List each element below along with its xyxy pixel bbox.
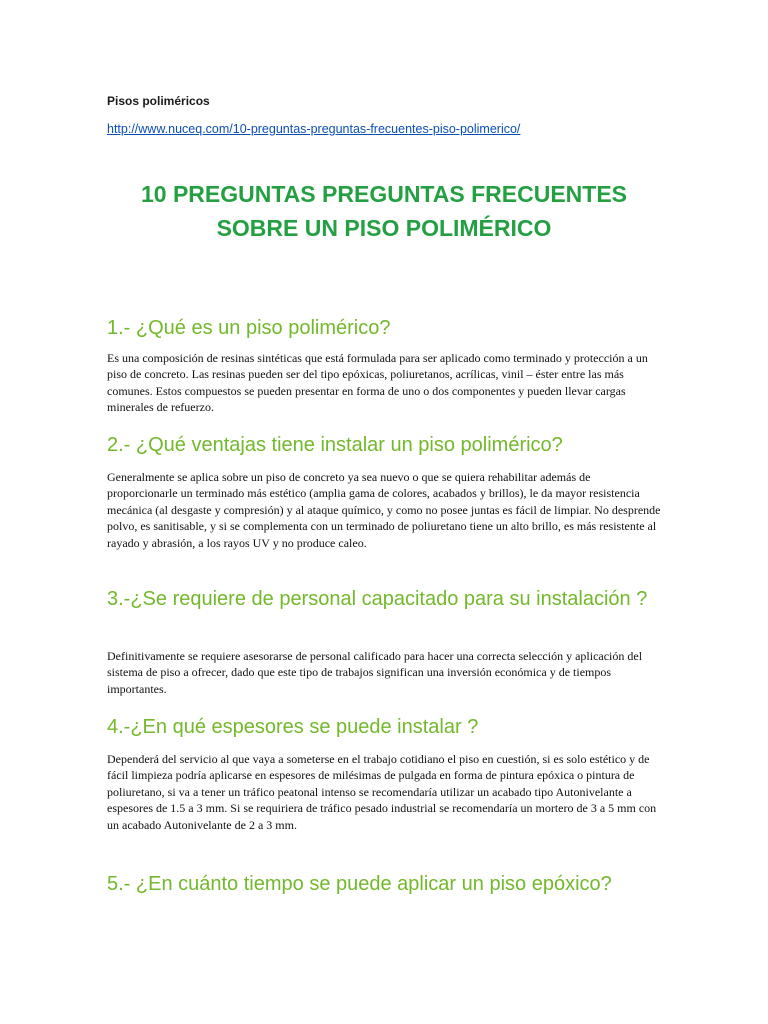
source-link[interactable]: http://www.nuceq.com/10-preguntas-preguntas-frecuentes-piso-polimerico/ — [107, 122, 521, 136]
section-2-heading: 2.- ¿Qué ventajas tiene instalar un piso polimérico? — [107, 434, 563, 456]
section-3-body: Definitivamente se requiere asesorarse de personal calificado para hacer una correcta selección y aplicación del sistema de piso a ofrecer, dado que este tipo de trabajos significan una inversión económica y de tiempos importantes. — [107, 649, 643, 696]
section-2-body: Generalmente se aplica sobre un piso de concreto ya sea nuevo o que se quiera rehabilitar además de proporcionarle un terminado más estético (amplia gama de colores, acabados y brillos), le da mayor resistencia mecánica (al desgaste y compresión) y al ataque químico, y como no posee juntas es fácil de limpiar. No desprende polvo, es sanitisable, y si se complementa con un terminado de poliuretano tiene un alto brillo, es más resistente al rayado y abrasión, a los rayos UV y no produce caleo. — [107, 470, 661, 550]
section-4-body: Dependerá del servicio al que vaya a someterse en el trabajo cotidiano el piso en cuestión, si es solo estético y de fácil limpieza podría aplicarse en espesores de milésimas de pulgada en forma de pintura epóxica o pintura de poliuretano, si va a tener un tráfico peatonal intenso se recomendaría utilizar un acabado tipo Autonivelante a espesores de 1.5 a 3 mm. Si se requiriera de tráfico pesado industrial se recomendaría un mortero de 3 a 5 mm con un acabado Autonivelante de 2 a 3 mm. — [107, 752, 657, 832]
section-5-heading: 5.- ¿En cuánto tiempo se puede aplicar un piso epóxico? — [107, 873, 612, 895]
main-title-line-1: 10 PREGUNTAS PREGUNTAS FRECUENTES — [140, 181, 628, 207]
section-4-heading: 4.-¿En qué espesores se puede instalar ? — [107, 716, 479, 738]
document-label: Pisos poliméricos — [107, 94, 210, 108]
section-1-body: Es una composición de resinas sintéticas que está formulada para ser aplicado como terminado y protección a un piso de concreto. Las resinas pueden ser del tipo epóxicas, poliuretanos, acrílicas, vinil – éster entre las más comunes. Estos compuestos se pueden presentar en forma de uno o dos componentes y pueden llevar cargas minerales de refuerzo. — [107, 351, 648, 415]
section-1-heading: 1.- ¿Qué es un piso polimérico? — [107, 317, 391, 339]
section-3-heading: 3.-¿Se requiere de personal capacitado para su instalación ? — [107, 588, 648, 610]
main-title-line-2: SOBRE UN PISO POLIMÉRICO — [216, 215, 552, 241]
main-title — [100, 177, 668, 245]
